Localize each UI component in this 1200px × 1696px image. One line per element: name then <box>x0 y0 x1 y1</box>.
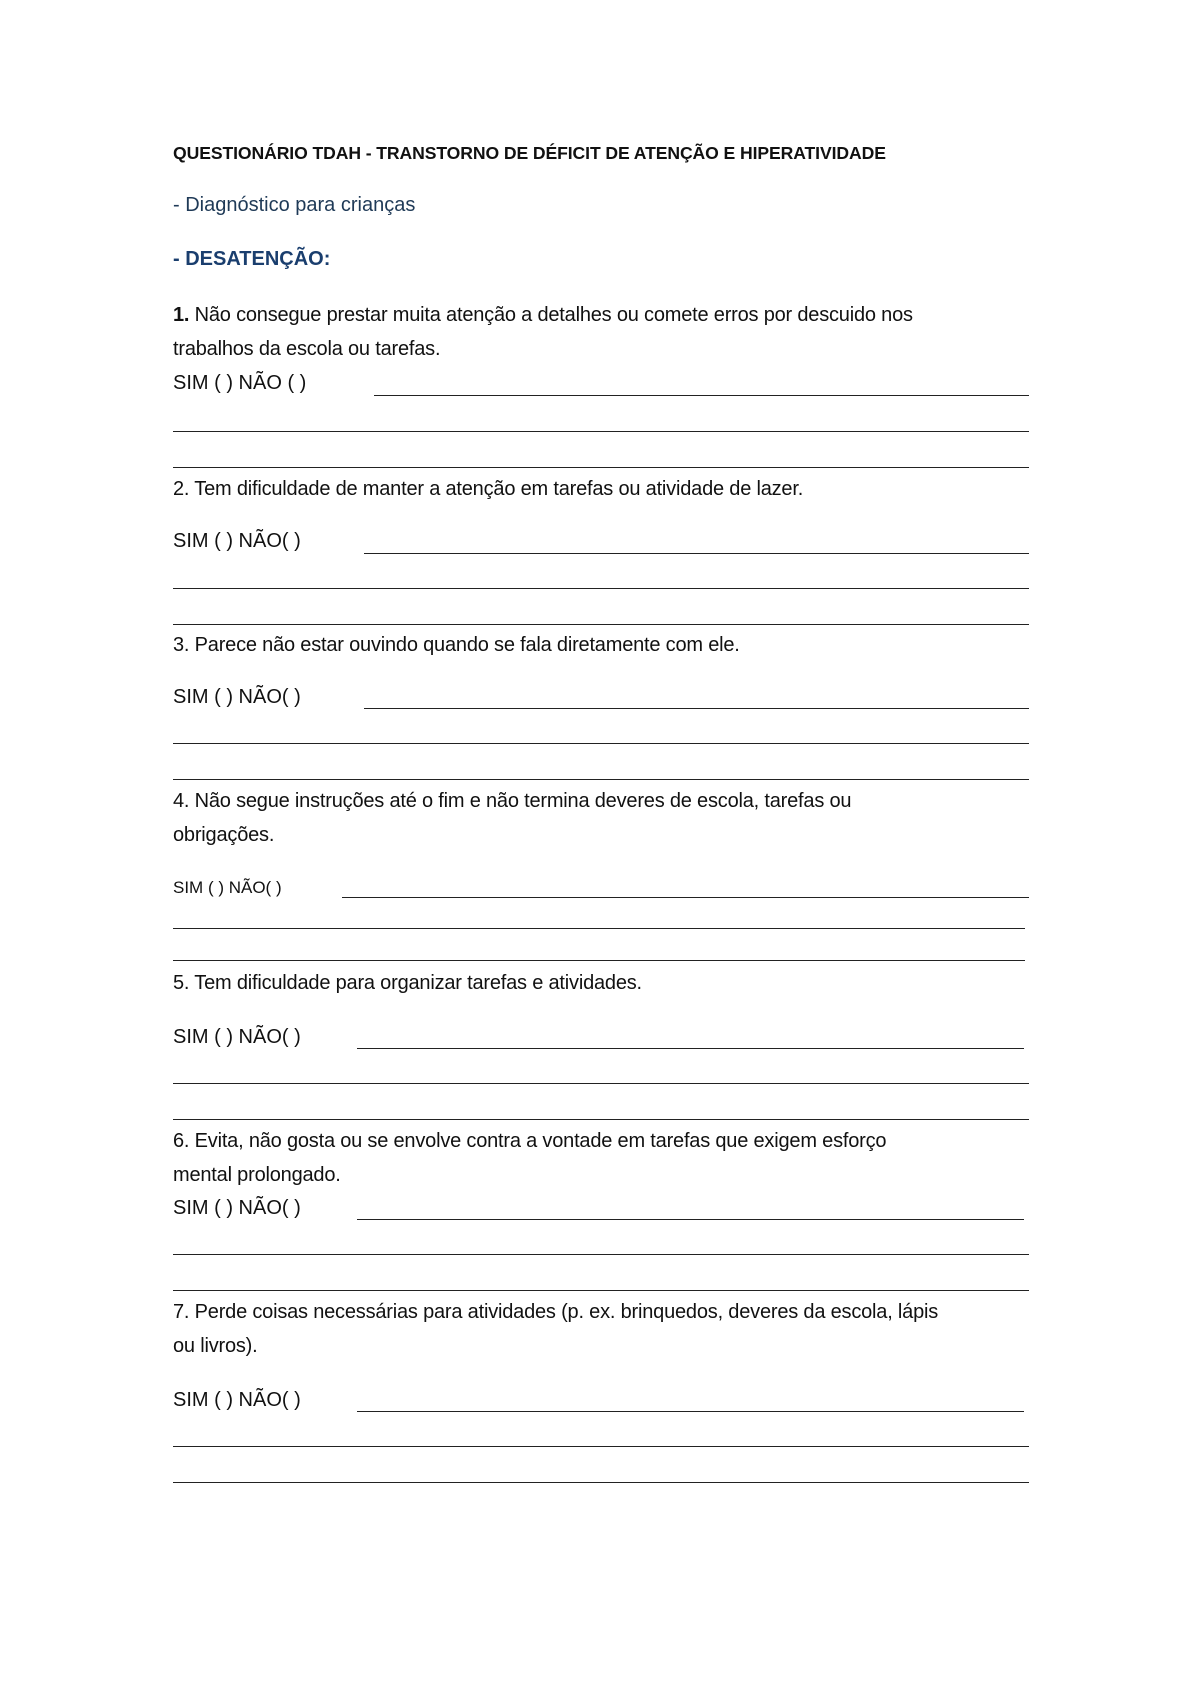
question-7-text: 7. Perde coisas necessárias para atividades (p. ex. brinquedos, deveres da escola, lápis <box>173 1301 939 1323</box>
question-1-line-2: trabalhos da escola ou tarefas. <box>173 338 441 360</box>
question-7-answer[interactable]: SIM ( ) NÃO( ) <box>173 1389 301 1411</box>
question-6-line-2: mental prolongado. <box>173 1164 341 1186</box>
answer-line[interactable] <box>173 1290 1029 1291</box>
answer-line[interactable] <box>173 1119 1029 1120</box>
answer-line[interactable] <box>173 960 1025 961</box>
answer-line[interactable] <box>173 467 1029 468</box>
question-3-text: 3. Parece não estar ouvindo quando se fala diretamente com ele. <box>173 634 740 656</box>
question-1-text <box>173 298 913 332</box>
answer-line[interactable] <box>173 1254 1029 1255</box>
answer-line[interactable] <box>374 395 1029 396</box>
answer-line[interactable] <box>357 1411 1024 1412</box>
question-5-text: 5. Tem dificuldade para organizar tarefas e atividades. <box>173 972 642 994</box>
answer-line[interactable] <box>173 779 1029 780</box>
page-title: QUESTIONÁRIO TDAH - TRANSTORNO DE DÉFICIT DE ATENÇÃO E HIPERATIVIDADE <box>173 143 886 163</box>
question-6-text: 6. Evita, não gosta ou se envolve contra a vontade em tarefas que exigem esforço <box>173 1130 887 1152</box>
question-1-line-1: Não consegue prestar muita atenção a detalhes ou comete erros por descuido nos <box>189 304 913 326</box>
answer-line[interactable] <box>173 1482 1029 1483</box>
page-subtitle: - Diagnóstico para crianças <box>173 194 416 216</box>
answer-line[interactable] <box>364 708 1029 709</box>
question-1-answer[interactable]: SIM ( ) NÃO ( ) <box>173 372 307 394</box>
answer-line[interactable] <box>342 897 1029 898</box>
answer-line[interactable] <box>173 431 1029 432</box>
question-4-answer[interactable]: SIM ( ) NÃO( ) <box>173 878 282 897</box>
question-5-answer[interactable]: SIM ( ) NÃO( ) <box>173 1026 301 1048</box>
answer-line[interactable] <box>173 743 1029 744</box>
section-heading: - DESATENÇÃO: <box>173 248 331 270</box>
question-4-line-2: obrigações. <box>173 824 275 846</box>
answer-line[interactable] <box>364 553 1029 554</box>
question-2-answer[interactable]: SIM ( ) NÃO( ) <box>173 530 301 552</box>
answer-line[interactable] <box>173 588 1029 589</box>
question-2-text: 2. Tem dificuldade de manter a atenção em tarefas ou atividade de lazer. <box>173 478 804 500</box>
answer-line[interactable] <box>173 624 1029 625</box>
answer-line[interactable] <box>357 1219 1024 1220</box>
question-3-answer[interactable]: SIM ( ) NÃO( ) <box>173 686 301 708</box>
question-7-line-2: ou livros). <box>173 1335 258 1357</box>
question-6-answer[interactable]: SIM ( ) NÃO( ) <box>173 1197 301 1219</box>
question-4-text: 4. Não segue instruções até o fim e não termina deveres de escola, tarefas ou <box>173 790 852 812</box>
question-number: 1. <box>173 304 190 326</box>
answer-line[interactable] <box>173 928 1025 929</box>
answer-line[interactable] <box>173 1446 1029 1447</box>
answer-line[interactable] <box>173 1083 1029 1084</box>
answer-line[interactable] <box>357 1048 1024 1049</box>
